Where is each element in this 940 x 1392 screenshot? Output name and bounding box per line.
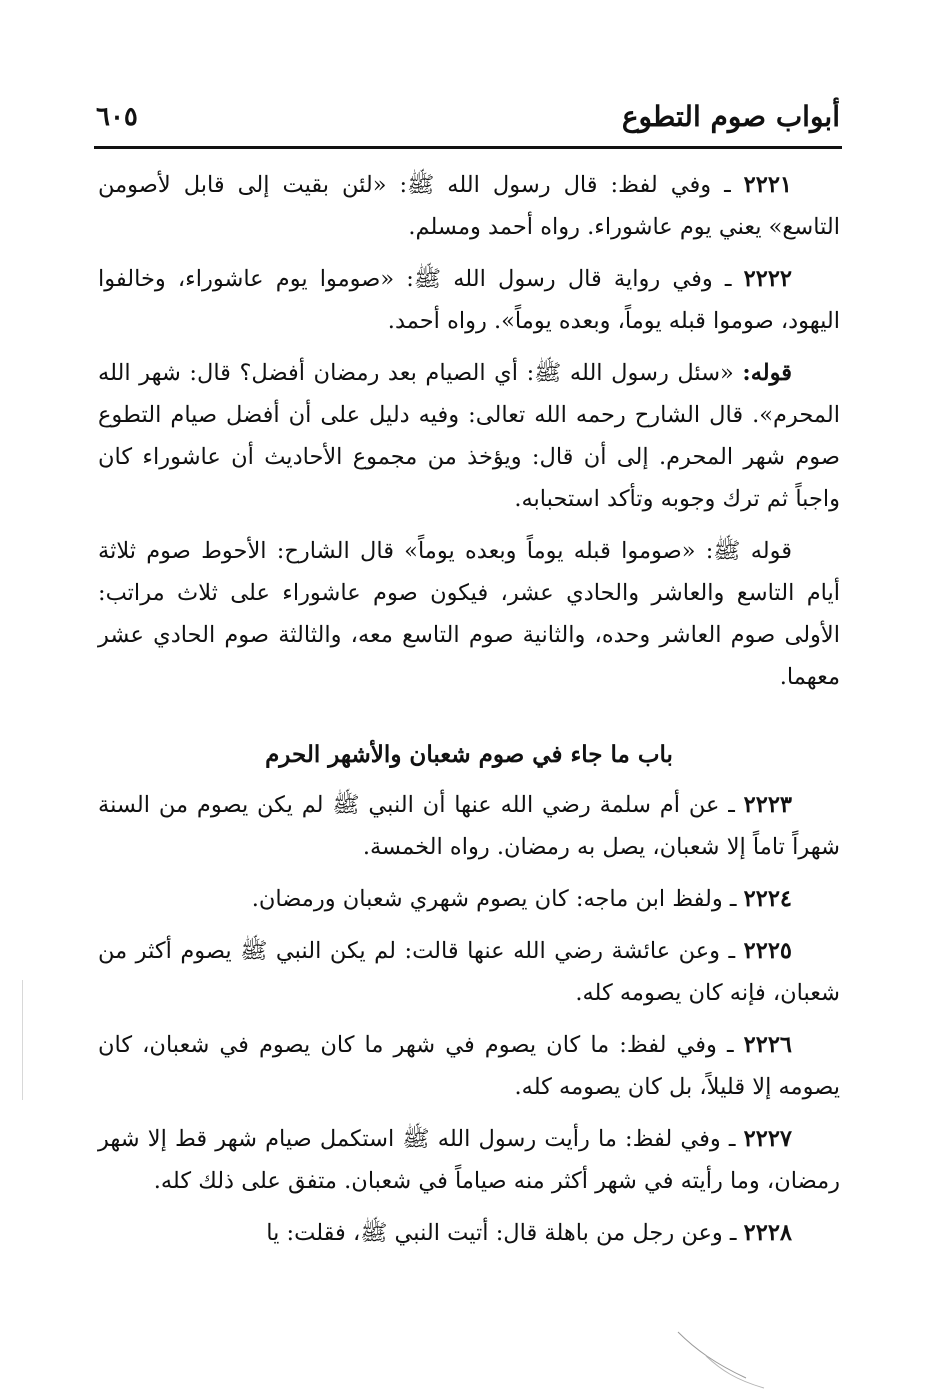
- page-header: [96, 96, 840, 146]
- hadith-number: ٢٢٢١: [743, 172, 792, 198]
- hadith-2227: [98, 1118, 840, 1202]
- hadith-number: ٢٢٢٤: [743, 886, 792, 912]
- hadith-number: ٢٢٢٣: [743, 792, 792, 818]
- hadith-number: ٢٢٢٧: [743, 1126, 792, 1152]
- hadith-2228: [98, 1212, 840, 1254]
- hadith-text: ـ عن أم سلمة رضي الله عنها أن النبي ﷺ لم يكن يصوم من السنة شهراً تاماً إلا شعبان، يصل به رمضان. رواه الخمسة.: [98, 792, 840, 860]
- hadith-number: ٢٢٢٦: [743, 1032, 792, 1058]
- hadith-2222: [98, 258, 840, 342]
- hadith-2224: [98, 878, 840, 920]
- hadith-text: ـ وفي رواية قال رسول الله ﷺ: «صوموا يوم عاشوراء، وخالفوا اليهود، صوموا قبله يوماً، وبعده يوماً». رواه أحمد.: [98, 266, 840, 334]
- hadith-text: ـ وعن رجل من باهلة قال: أتيت النبي ﷺ، فقلت: يا: [266, 1220, 744, 1246]
- chapter-heading: باب ما جاء في صوم شعبان والأشهر الحرم: [265, 741, 673, 768]
- hadith-number: ٢٢٢٨: [743, 1220, 792, 1246]
- hadith-text: ـ وعن عائشة رضي الله عنها قالت: لم يكن النبي ﷺ يصوم أكثر من شعبان، فإنه كان يصومه كله.: [98, 938, 840, 1006]
- scan-stray-mark: [676, 1330, 766, 1390]
- hadith-2225: [98, 930, 840, 1014]
- hadith-text: ـ وفي لفظ: ما كان يصوم في شهر ما كان يصوم في شعبان، كان يصومه إلا قليلاً، بل كان يصومه كله.: [98, 1032, 840, 1100]
- commentary-lead: قوله:: [742, 360, 792, 386]
- commentary-text: قوله ﷺ: «صوموا قبله يوماً وبعده يوماً» قال الشارح: الأحوط صوم ثلاثة أيام التاسع والعاشر والحادي عشر، فيكون صوم عاشوراء على ثلاث مراتب: الأولى صوم العاشر وحده، والثانية صوم التاسع معه، والثالثة صوم الحادي عشر معهما.: [98, 538, 840, 690]
- hadith-text: ـ ولفظ ابن ماجه: كان يصوم شهري شعبان ورمضان.: [251, 886, 744, 912]
- hadith-2226: [98, 1024, 840, 1108]
- header-rule: [94, 146, 842, 149]
- running-title: أبواب صوم التطوع: [621, 100, 840, 133]
- hadith-number: ٢٢٢٢: [743, 266, 792, 292]
- body-text: [98, 164, 840, 1264]
- hadith-text: ـ وفي لفظ: قال رسول الله ﷺ: «لئن بقيت إلى قابل لأصومن التاسع» يعني يوم عاشوراء. رواه أحمد ومسلم.: [98, 172, 840, 240]
- hadith-2223: [98, 784, 840, 868]
- hadith-text: ـ وفي لفظ: ما رأيت رسول الله ﷺ استكمل صيام شهر قط إلا شهر رمضان، وما رأيته في شهر أكثر منه صياماً في شعبان. متفق على ذلك كله.: [98, 1126, 840, 1194]
- commentary-paragraph: [98, 530, 840, 698]
- commentary-paragraph: [98, 352, 840, 520]
- commentary-text: «سئل رسول الله ﷺ: أي الصيام بعد رمضان أفضل؟ قال: شهر الله المحرم». قال الشارح رحمه الله تعالى: وفيه دليل على أن أفضل صيام التطوع صوم شهر المحرم. إلى أن قال: ويؤخذ من مجموع الأحاديث أن عاشوراء كان واجباً ثم ترك وجوبه وتأكد استحبابه.: [98, 360, 840, 512]
- scan-margin-line: [22, 980, 23, 1100]
- hadith-2221: [98, 164, 840, 248]
- page-number: ٦٠٥: [96, 102, 138, 132]
- hadith-number: ٢٢٢٥: [743, 938, 792, 964]
